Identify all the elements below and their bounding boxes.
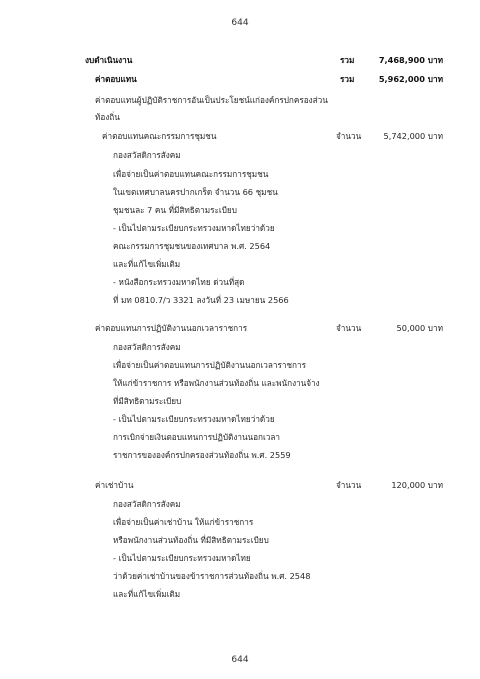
detail-line: กองสวัสดิการสังคม (113, 342, 181, 352)
detail-line: - เป็นไปตามระเบียบกระทรวงมหาดไทยว่าด้วย (113, 223, 275, 233)
detail-line: เพื่อจ่ายเป็นค่าเช่าบ้าน ให้แก่ข้าราชการ (113, 517, 254, 527)
section-title: ค่าตอบแทนการปฏิบัติงานนอกเวลาราชการ (95, 323, 248, 333)
detail-line: กองสวัสดิการสังคม (113, 150, 181, 160)
section-title: ค่าเช่าบ้าน (95, 480, 134, 490)
detail-line: ราชการขององค์กรปกครองส่วนท้องถิ่น พ.ศ. 2559 (113, 450, 291, 460)
page-number-top: 644 (231, 18, 249, 28)
intro-line-1: ค่าตอบแทนผู้ปฏิบัติราชการอันเป็นประโยชน์แก่องค์กรปกครองส่วน (95, 95, 328, 105)
summary-amount-compensation: 5,962,000 บาท (378, 74, 443, 84)
detail-line: เพื่อจ่ายเป็นค่าตอบแทนการปฏิบัติงานนอกเวลาราชการ (113, 360, 307, 370)
detail-line: เพื่อจ่ายเป็นค่าตอบแทนคณะกรรมการชุมชน (113, 169, 269, 179)
detail-line: และที่แก้ไขเพิ่มเติม (113, 589, 181, 599)
page-number-bottom: 644 (231, 655, 249, 665)
section-amount: 120,000 บาท (391, 480, 443, 490)
detail-line: ที่ มท 0810.7/ว 3321 ลงวันที่ 23 เมษายน 2566 (113, 295, 289, 305)
detail-line: ที่มีสิทธิตามระเบียบ (113, 396, 182, 406)
detail-line: ในเขตเทศบาลนครปากเกร็ด จำนวน 66 ชุมชน (113, 187, 278, 197)
summary-total-label-compensation: รวม (340, 74, 355, 84)
detail-line: การเบิกจ่ายเงินตอบแทนการปฏิบัติงานนอกเวลา (113, 432, 281, 442)
qty-label: จำนวน (336, 323, 362, 333)
detail-line: - หนังสือกระทรวงมหาดไทย ด่วนที่สุด (113, 277, 245, 287)
summary-amount-operations: 7,468,900 บาท (378, 55, 443, 65)
summary-label-operations: งบดำเนินงาน (85, 55, 133, 65)
section-amount: 50,000 บาท (396, 323, 443, 333)
detail-line: ว่าด้วยค่าเช่าบ้านของข้าราชการส่วนท้องถิ่น พ.ศ. 2548 (113, 571, 311, 581)
summary-label-compensation: ค่าตอบแทน (95, 74, 137, 84)
qty-label: จำนวน (336, 131, 362, 141)
summary-total-label-operations: รวม (340, 55, 355, 65)
detail-line: และที่แก้ไขเพิ่มเติม (113, 259, 181, 269)
detail-line: คณะกรรมการชุมชนของเทศบาล พ.ศ. 2564 (113, 241, 271, 251)
detail-line: ให้แก่ข้าราชการ หรือพนักงานส่วนท้องถิ่น และพนักงานจ้าง (113, 378, 320, 388)
section-amount: 5,742,000 บาท (383, 131, 443, 141)
detail-line: - เป็นไปตามระเบียบกระทรวงมหาดไทย (113, 553, 251, 563)
intro-line-2: ท้องถิ่น (95, 112, 120, 122)
detail-line: ชุมชนละ 7 คน ที่มีสิทธิตามระเบียบ (113, 205, 237, 215)
detail-line: หรือพนักงานส่วนท้องถิ่น ที่มีสิทธิตามระเบียบ (113, 535, 269, 545)
qty-label: จำนวน (336, 480, 362, 490)
section-title: ค่าตอบแทนคณะกรรมการชุมชน (102, 131, 217, 141)
detail-line: กองสวัสดิการสังคม (113, 499, 181, 509)
detail-line: - เป็นไปตามระเบียบกระทรวงมหาดไทยว่าด้วย (113, 414, 275, 424)
